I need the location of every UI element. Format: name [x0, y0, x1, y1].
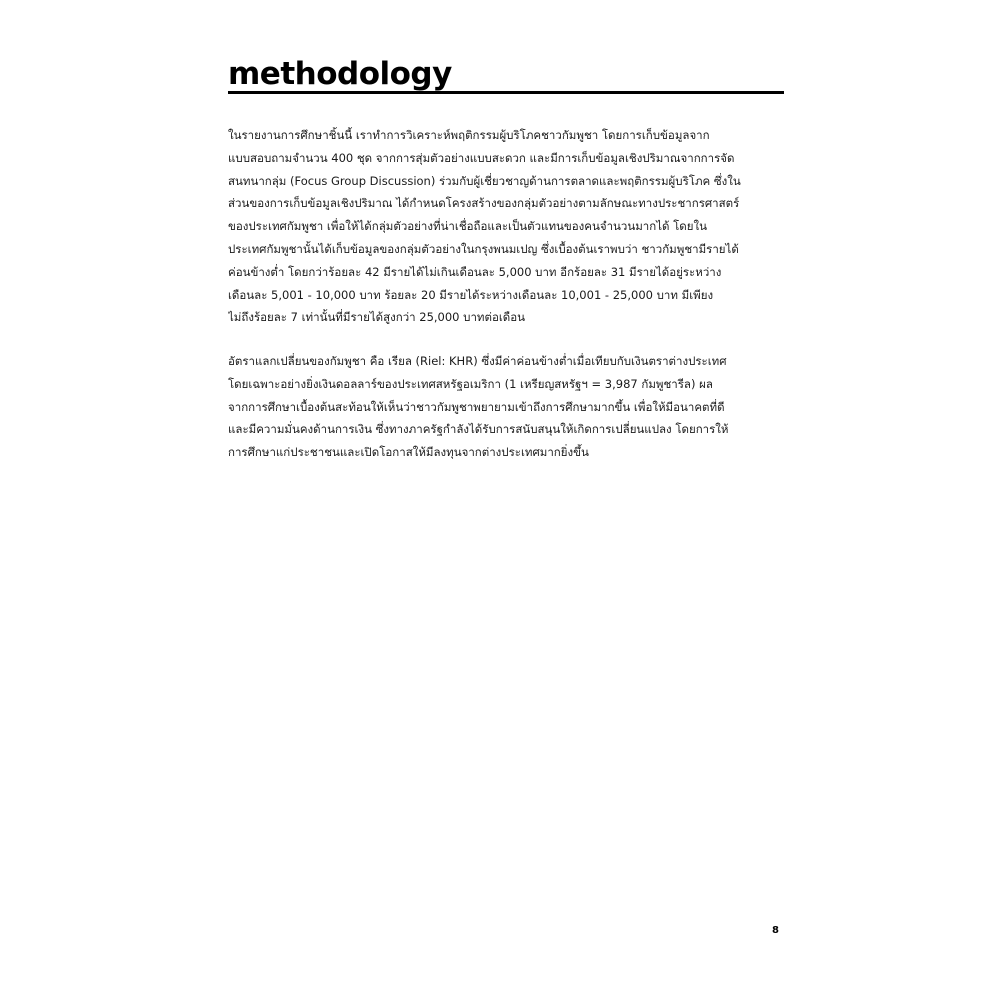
paragraph-line: สนทนากลุ่ม (Focus Group Discussion) ร่วมกับผู้เชี่ยวชาญด้านการตลาดและพฤติกรรมผู้บริโภค ซึ่งใน: [228, 173, 741, 188]
paragraph-line: ไม่ถึงร้อยละ 7 เท่านั้นที่มีรายได้สูงกว่า 25,000 บาทต่อเดือน: [228, 310, 526, 325]
paragraph-line: ค่อนข้างต่ำ โดยกว่าร้อยละ 42 มีรายได้ไม่เกินเดือนละ 5,000 บาท อีกร้อยละ 31 มีรายได้อยู่ระหว่าง: [228, 264, 722, 279]
paragraph-line: เดือนละ 5,001 - 10,000 บาท ร้อยละ 20 มีรายได้ระหว่างเดือนละ 10,001 - 25,000 บาท มีเพียง: [228, 287, 714, 302]
paragraph-line: และมีความมั่นคงด้านการเงิน ซึ่งทางภาครัฐกำลังได้รับการสนับสนุนให้เกิดการเปลี่ยนแปลง โดยการให้: [228, 422, 729, 437]
section-heading: [228, 58, 784, 94]
paragraph-line: แบบสอบถามจำนวน 400 ชุด จากการสุ่มตัวอย่างแบบสะดวก และมีการเก็บข้อมูลเชิงปริมาณจากการจัด: [228, 150, 735, 165]
section-title: methodology: [228, 56, 452, 92]
paragraph-line: อัตราแลกเปลี่ยนของกัมพูชา คือ เรียล (Riel: KHR) ซึ่งมีค่าค่อนข้างต่ำเมื่อเทียบกับเงินตราต่างประเทศ: [228, 354, 727, 368]
paragraph-line: โดยเฉพาะอย่างยิ่งเงินดอลลาร์ของประเทศสหรัฐอเมริกา (1 เหรียญสหรัฐฯ = 3,987 กัมพูชารีล) ผล: [228, 376, 713, 391]
paragraph-line: ในรายงานการศึกษาชิ้นนี้ เราทำการวิเคราะห์พฤติกรรมผู้บริโภคชาวกัมพูชา โดยการเก็บข้อมูลจาก: [228, 128, 710, 142]
paragraph-methodology-2: [228, 350, 784, 464]
paragraph-line: ของประเทศกัมพูชา เพื่อให้ได้กลุ่มตัวอย่างที่น่าเชื่อถือและเป็นตัวแทนของคนจำนวนมากได้ โดยใน: [228, 219, 707, 234]
paragraph-line: จากการศึกษาเบื้องต้นสะท้อนให้เห็นว่าชาวกัมพูชาพยายามเข้าถึงการศึกษามากขึ้น เพื่อให้มีอนาคตที่ดี: [228, 399, 725, 414]
paragraph-methodology-1: [228, 124, 784, 329]
paragraph-line: ส่วนของการเก็บข้อมูลเชิงปริมาณ ได้กำหนดโครงสร้างของกลุ่มตัวอย่างตามลักษณะทางประชากรศาสตร์: [228, 196, 740, 211]
paragraph-line: ประเทศกัมพูชานั้นได้เก็บข้อมูลของกลุ่มตัวอย่างในกรุงพนมเปญ ซึ่งเบื้องต้นเราพบว่า ชาวกัมพูชามีรายได้: [228, 241, 739, 256]
paragraph-line: การศึกษาแก่ประชาชนและเปิดโอกาสให้มีลงทุนจากต่างประเทศมากยิ่งขึ้น: [228, 445, 589, 460]
page-number: 8: [772, 925, 779, 936]
